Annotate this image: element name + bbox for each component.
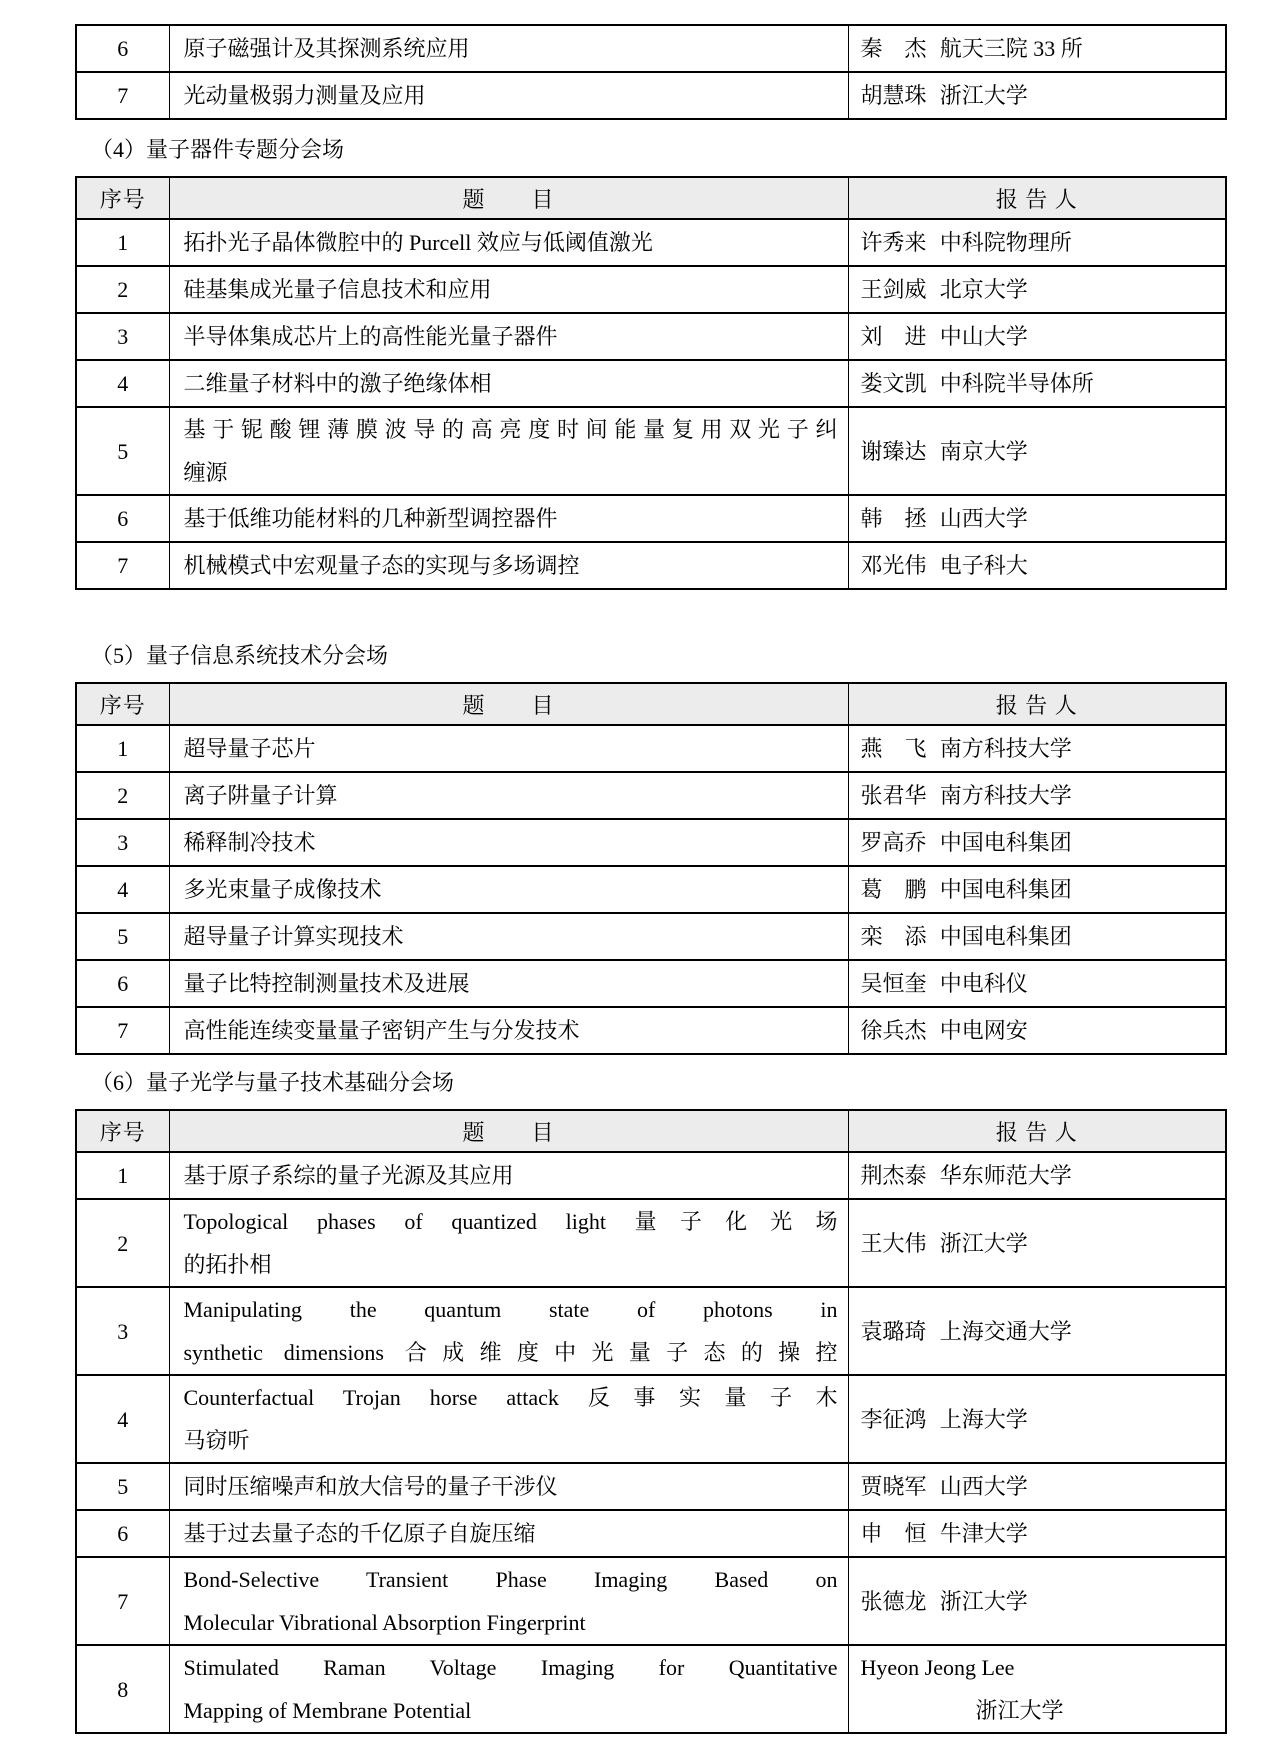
talk-title: 基于铌酸锂薄膜波导的高亮度时间能量复用双光子纠 缠源	[169, 407, 848, 495]
reporter-name: 荆杰泰	[860, 1163, 927, 1188]
reporter-affiliation: 中国电科集团	[939, 877, 1072, 902]
reporter-name: 胡慧珠	[860, 83, 927, 108]
table-row	[76, 725, 1226, 772]
talk-title: 基于过去量子态的千亿原子自旋压缩	[169, 1510, 848, 1557]
reporter	[848, 819, 1226, 866]
table-row	[76, 960, 1226, 1007]
col-header-reporter: 报 告 人	[848, 177, 1226, 219]
reporter-name: 张君华	[860, 783, 927, 808]
reporter	[848, 360, 1226, 407]
reporter	[848, 913, 1226, 960]
reporter-name: 邓光伟	[860, 553, 927, 578]
section-heading: （4）量子器件专题分会场	[91, 137, 345, 162]
reporter	[848, 25, 1226, 72]
talk-title: 量子比特控制测量技术及进展	[169, 960, 848, 1007]
table-row	[76, 1557, 1226, 1645]
row-index: 4	[76, 360, 169, 407]
session-table-quantum-devices	[75, 176, 1227, 590]
reporter	[848, 542, 1226, 589]
reporter-affiliation: 上海大学	[939, 1406, 1028, 1432]
table-row	[76, 407, 1226, 495]
reporter-affiliation: 南京大学	[939, 438, 1028, 464]
row-index: 6	[76, 1510, 169, 1557]
col-header-title: 题 目	[169, 683, 848, 725]
reporter-name: Hyeon Jeong Lee	[860, 1655, 1015, 1680]
talk-title: 稀释制冷技术	[169, 819, 848, 866]
col-header-reporter: 报 告 人	[848, 1110, 1226, 1152]
table-row	[76, 495, 1226, 542]
reporter	[848, 1152, 1226, 1199]
talk-title: Manipulating the quantum state of photons in synthetic dimensions 合成维度中光量子态的操控	[169, 1287, 848, 1375]
col-header-title: 题 目	[169, 177, 848, 219]
reporter	[848, 725, 1226, 772]
row-index: 2	[76, 772, 169, 819]
reporter-affiliation: 中国电科集团	[939, 924, 1072, 949]
reporter-affiliation: 中电科仪	[939, 971, 1028, 996]
row-index: 6	[76, 495, 169, 542]
reporter	[848, 1199, 1226, 1287]
reporter-name: 袁璐琦	[860, 1318, 927, 1344]
reporter	[848, 72, 1226, 119]
reporter-name: 秦 杰	[860, 36, 927, 61]
section-heading: （5）量子信息系统技术分会场	[91, 643, 389, 668]
reporter-affiliation: 中山大学	[939, 324, 1028, 349]
row-index: 3	[76, 313, 169, 360]
row-index: 4	[76, 1375, 169, 1463]
reporter	[848, 1645, 1226, 1733]
talk-title: 光动量极弱力测量及应用	[169, 72, 848, 119]
talk-title: 原子磁强计及其探测系统应用	[169, 25, 848, 72]
reporter-affiliation: 南方科技大学	[939, 783, 1072, 808]
reporter	[848, 866, 1226, 913]
reporter-name: 王大伟	[860, 1230, 927, 1256]
col-header-reporter: 报 告 人	[848, 683, 1226, 725]
table-row	[76, 1463, 1226, 1510]
table-row	[76, 913, 1226, 960]
reporter-affiliation: 中国电科集团	[939, 830, 1072, 855]
row-index: 2	[76, 1199, 169, 1287]
reporter	[848, 772, 1226, 819]
reporter-name: 罗高乔	[860, 830, 927, 855]
reporter-name: 李征鸿	[860, 1406, 927, 1432]
reporter	[848, 1007, 1226, 1054]
table-row	[76, 1152, 1226, 1199]
session-table-quantum-info-systems	[75, 682, 1227, 1055]
row-index: 6	[76, 25, 169, 72]
table-row	[76, 1645, 1226, 1733]
table-row	[76, 1287, 1226, 1375]
reporter-name: 栾 添	[860, 924, 927, 949]
reporter-name: 谢臻达	[860, 438, 927, 464]
talk-title: 基于原子系综的量子光源及其应用	[169, 1152, 848, 1199]
table-row	[76, 72, 1226, 119]
reporter-affiliation: 浙江大学	[939, 83, 1028, 108]
table-row	[76, 25, 1226, 72]
reporter-name: 韩 拯	[860, 506, 927, 531]
reporter-name: 贾晓军	[860, 1474, 927, 1499]
reporter-name: 燕 飞	[860, 736, 927, 761]
talk-title: Topological phases of quantized light 量子化光场 的拓扑相	[169, 1199, 848, 1287]
reporter	[848, 313, 1226, 360]
reporter	[848, 219, 1226, 266]
reporter-name: 张德龙	[860, 1588, 927, 1614]
row-index: 1	[76, 219, 169, 266]
reporter	[848, 407, 1226, 495]
talk-title: 拓扑光子晶体微腔中的 Purcell 效应与低阈值激光	[169, 219, 848, 266]
table-row	[76, 772, 1226, 819]
reporter-name: 娄文凯	[860, 371, 927, 396]
reporter-affiliation: 南方科技大学	[939, 736, 1072, 761]
session-table-quantum-optics	[75, 1109, 1227, 1734]
reporter-affiliation: 浙江大学	[975, 1698, 1064, 1723]
reporter-affiliation: 中科院半导体所	[939, 371, 1094, 396]
reporter	[848, 1463, 1226, 1510]
reporter-name: 刘 进	[860, 324, 927, 349]
talk-title: 同时压缩噪声和放大信号的量子干涉仪	[169, 1463, 848, 1510]
table-row	[76, 313, 1226, 360]
reporter	[848, 495, 1226, 542]
table-row	[76, 866, 1226, 913]
talk-title: Stimulated Raman Voltage Imaging for Quantitative Mapping of Membrane Potential	[169, 1645, 848, 1733]
table-row	[76, 1199, 1226, 1287]
row-index: 1	[76, 1152, 169, 1199]
row-index: 2	[76, 266, 169, 313]
row-index: 4	[76, 866, 169, 913]
talk-title: 半导体集成芯片上的高性能光量子器件	[169, 313, 848, 360]
reporter-affiliation: 华东师范大学	[939, 1163, 1072, 1188]
continued-session-table	[75, 24, 1227, 120]
section-quantum-devices	[75, 136, 1225, 590]
reporter-affiliation: 中科院物理所	[939, 230, 1072, 255]
table-row	[76, 360, 1226, 407]
table-row	[76, 542, 1226, 589]
reporter	[848, 1510, 1226, 1557]
section-heading: （6）量子光学与量子技术基础分会场	[91, 1070, 455, 1095]
reporter	[848, 1287, 1226, 1375]
reporter-name: 葛 鹏	[860, 877, 927, 902]
reporter	[848, 960, 1226, 1007]
row-index: 7	[76, 1007, 169, 1054]
reporter	[848, 1375, 1226, 1463]
reporter-affiliation: 浙江大学	[939, 1588, 1028, 1614]
row-index: 7	[76, 72, 169, 119]
table-row	[76, 1510, 1226, 1557]
reporter-name: 王剑威	[860, 277, 927, 302]
talk-title: 硅基集成光量子信息技术和应用	[169, 266, 848, 313]
reporter-name: 申 恒	[860, 1521, 927, 1546]
col-header-title: 题 目	[169, 1110, 848, 1152]
table-row	[76, 219, 1226, 266]
reporter-affiliation: 山西大学	[939, 506, 1028, 531]
table-row	[76, 819, 1226, 866]
table-row	[76, 1007, 1226, 1054]
talk-title: 基于低维功能材料的几种新型调控器件	[169, 495, 848, 542]
reporter-name: 许秀来	[860, 230, 927, 255]
col-header-index: 序号	[76, 683, 169, 725]
talk-title: 高性能连续变量量子密钥产生与分发技术	[169, 1007, 848, 1054]
reporter-name: 吴恒奎	[860, 971, 927, 996]
talk-title: 超导量子芯片	[169, 725, 848, 772]
section-quantum-optics	[75, 1069, 1225, 1734]
reporter-affiliation: 电子科大	[939, 553, 1028, 578]
talk-title: 二维量子材料中的激子绝缘体相	[169, 360, 848, 407]
talk-title: Counterfactual Trojan horse attack 反事实量子木 马窃听	[169, 1375, 848, 1463]
reporter-affiliation: 山西大学	[939, 1474, 1028, 1499]
talk-title: Bond-Selective Transient Phase Imaging Based on Molecular Vibrational Absorption Fingerprint	[169, 1557, 848, 1645]
row-index: 7	[76, 542, 169, 589]
row-index: 7	[76, 1557, 169, 1645]
table-header-row	[76, 683, 1226, 725]
reporter	[848, 266, 1226, 313]
table-header-row	[76, 1110, 1226, 1152]
col-header-index: 序号	[76, 177, 169, 219]
talk-title: 离子阱量子计算	[169, 772, 848, 819]
section-quantum-info-systems	[75, 642, 1225, 1055]
talk-title: 超导量子计算实现技术	[169, 913, 848, 960]
talk-title: 机械模式中宏观量子态的实现与多场调控	[169, 542, 848, 589]
row-index: 3	[76, 819, 169, 866]
col-header-index: 序号	[76, 1110, 169, 1152]
row-index: 5	[76, 913, 169, 960]
reporter-affiliation: 北京大学	[939, 277, 1028, 302]
reporter	[848, 1557, 1226, 1645]
table-row	[76, 1375, 1226, 1463]
reporter-name: 徐兵杰	[860, 1018, 927, 1043]
reporter-affiliation: 航天三院 33 所	[939, 36, 1083, 61]
row-index: 5	[76, 407, 169, 495]
reporter-affiliation: 上海交通大学	[939, 1318, 1072, 1344]
reporter-affiliation: 牛津大学	[939, 1521, 1028, 1546]
reporter-affiliation: 中电网安	[939, 1018, 1028, 1043]
table-header-row	[76, 177, 1226, 219]
talk-title: 多光束量子成像技术	[169, 866, 848, 913]
row-index: 5	[76, 1463, 169, 1510]
table-row	[76, 266, 1226, 313]
row-index: 3	[76, 1287, 169, 1375]
row-index: 8	[76, 1645, 169, 1733]
row-index: 1	[76, 725, 169, 772]
reporter-affiliation: 浙江大学	[939, 1230, 1028, 1256]
row-index: 6	[76, 960, 169, 1007]
